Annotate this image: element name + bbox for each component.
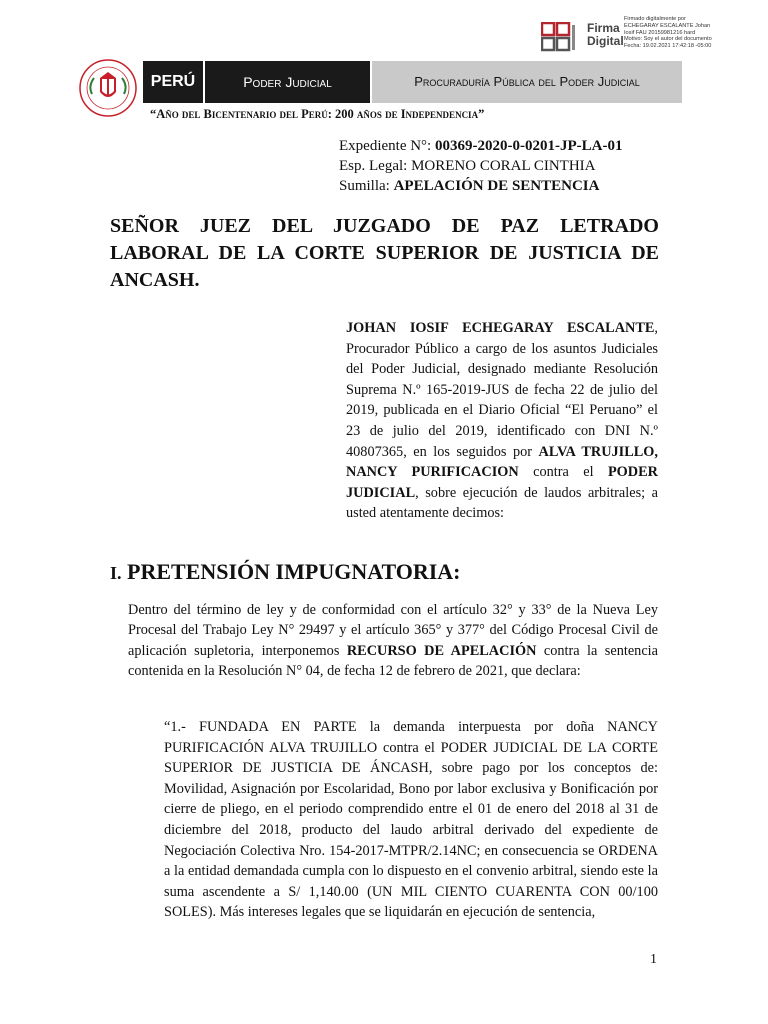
intro-text-c: , sobre ejecución de laudos arbitrales; a usted atentamente decimos: (346, 484, 658, 522)
header-country: PERÚ (143, 61, 203, 103)
section-number: I. (110, 563, 122, 583)
intro-text-a: , Procurador Público a cargo de los asuntos Judiciales del Poder Judicial, designado mediante Resolución Suprema N.º 165-2019-JUS de fecha 22 de julio del 2019, publicada en el Diario Oficial “El Peruano” el 23 de julio del 2019, identificado con DNI N.º 40807365, en los seguidos por (346, 320, 658, 460)
header-institution: Poder Judicial (205, 61, 370, 103)
intro-party: ALVA TRUJILLO, NANCY PURIFICACION (346, 443, 658, 481)
digital-signature-details: Firmado digitalmente por ECHEGARAY ESCALANTE Johan Iosif FAU 20159981216 hard Motivo: Soy el autor del documento Fecha: 19.02.2021 17:42:18 -05:00 (624, 16, 712, 50)
case-number (339, 136, 622, 156)
summary-label: Sumilla: (339, 178, 394, 194)
peru-coat-of-arms-icon (78, 58, 138, 118)
appeal-text-a: Dentro del término de ley y de conformidad con el artículo 32° y 33° de la Nueva Ley Procesal del Trabajo Ley N° 29497 y el artículo 365° y 377° del Código Procesal Civil de aplicación supletoria, interponemos (128, 602, 658, 659)
section-heading (110, 559, 461, 585)
appeal-bold: RECURSO DE APELACIÓN (346, 642, 537, 659)
appeal-text-b: contra la sentencia contenida en la Resolución N° 04, de fecha 12 de febrero de 2021, que declara: (128, 642, 658, 680)
legal-specialist: Esp. Legal: MORENO CORAL CINTHIA (339, 158, 596, 174)
summary (339, 176, 599, 196)
case-number-value: 00369-2020-0-0201-JP-LA-01 (434, 138, 623, 154)
appeal-paragraph (128, 600, 658, 682)
intro-paragraph (346, 318, 658, 524)
digital-signature-brand-top: Firma (587, 21, 620, 35)
header-office: Procuraduría Pública del Poder Judicial (372, 61, 682, 103)
digital-signature-logo-icon (541, 22, 585, 52)
summary-value: APELACIÓN DE SENTENCIA (393, 178, 600, 194)
judgment-quote: “1.- FUNDADA EN PARTE la demanda interpuesta por doña NANCY PURIFICACIÓN ALVA TRUJILLO contra el PODER JUDICIAL DE LA CORTE SUPERIOR DE JUSTICIA DE ÁNCASH, sobre pago por los conceptos de: Movilidad, Asignación por Escolaridad, Bono por labor exclusiva y Bonificación por cierre de pliego, en el periodo comprendido entre el 01 de enero del 2018 al 31 de diciembre del 2018, producto del laudo arbitral derivado del expediente de Negociación Colectiva Nro. 154-2017-MTPR/2.14NC; en consecuencia se ORDENA a la entidad demandada cumpla con lo dispuesto en el convenio arbitral, siendo este la suma ascendente a S/ 1,140.00 (UN MIL CIENTO CUARENTA CON 00/100 SOLES). Más intereses legales que se liquidarán en ejecución de sentencia, (164, 719, 658, 921)
official-year-motto: “Año del Bicentenario del Perú: 200 años de Independencia” (150, 107, 485, 121)
intro-entity: PODER JUDICIAL (346, 464, 658, 501)
addressee: SEÑOR JUEZ DEL JUZGADO DE PAZ LETRADO LABORAL DE LA CORTE SUPERIOR DE JUSTICIA DE ANCASH. (110, 215, 659, 291)
digital-signature-brand-bottom: Digital (587, 34, 624, 48)
intro-name: JOHAN IOSIF ECHEGARAY ESCALANTE (346, 320, 655, 336)
page-number: 1 (650, 952, 657, 967)
section-title: PRETENSIÓN IMPUGNATORIA: (127, 559, 461, 584)
case-number-label: Expediente N°: (339, 138, 435, 154)
intro-text-b: contra el (518, 464, 608, 481)
digital-signature-brand (587, 22, 624, 48)
